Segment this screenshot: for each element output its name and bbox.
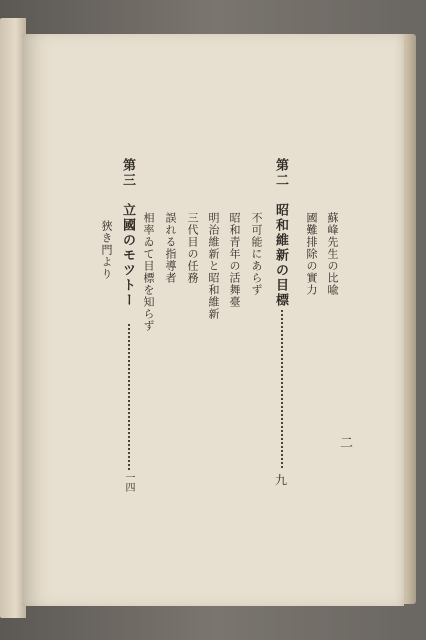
- toc-subitem: 相率ゐて目標を知らず: [142, 212, 155, 332]
- section-2-page-number: 九: [275, 473, 288, 487]
- page-folio: 二: [340, 436, 354, 451]
- section-3-page-number: 一四: [123, 472, 134, 492]
- toc-subitem: 蘇峰先生の比喩: [326, 212, 339, 296]
- section-3-heading: 第三 立國のモツトー: [120, 158, 135, 308]
- toc-subitem: 國難排除の實力: [305, 212, 318, 296]
- toc-subitem: 三代目の任務: [186, 212, 199, 284]
- section-2-heading: 第二 昭和維新の目標: [273, 158, 288, 308]
- toc-subitem: 明治維新と昭和維新: [207, 212, 220, 320]
- section-2-leader-dots: [281, 310, 283, 468]
- toc-subitem: 昭和青年の活舞臺: [228, 212, 241, 308]
- toc-subitem: 狹き門より: [100, 220, 113, 280]
- section-3-leader-dots: [128, 324, 130, 470]
- toc-subitem: 誤れる指導者: [164, 212, 177, 284]
- toc-subitem: 不可能にあらず: [250, 212, 263, 296]
- book-page: [22, 34, 404, 606]
